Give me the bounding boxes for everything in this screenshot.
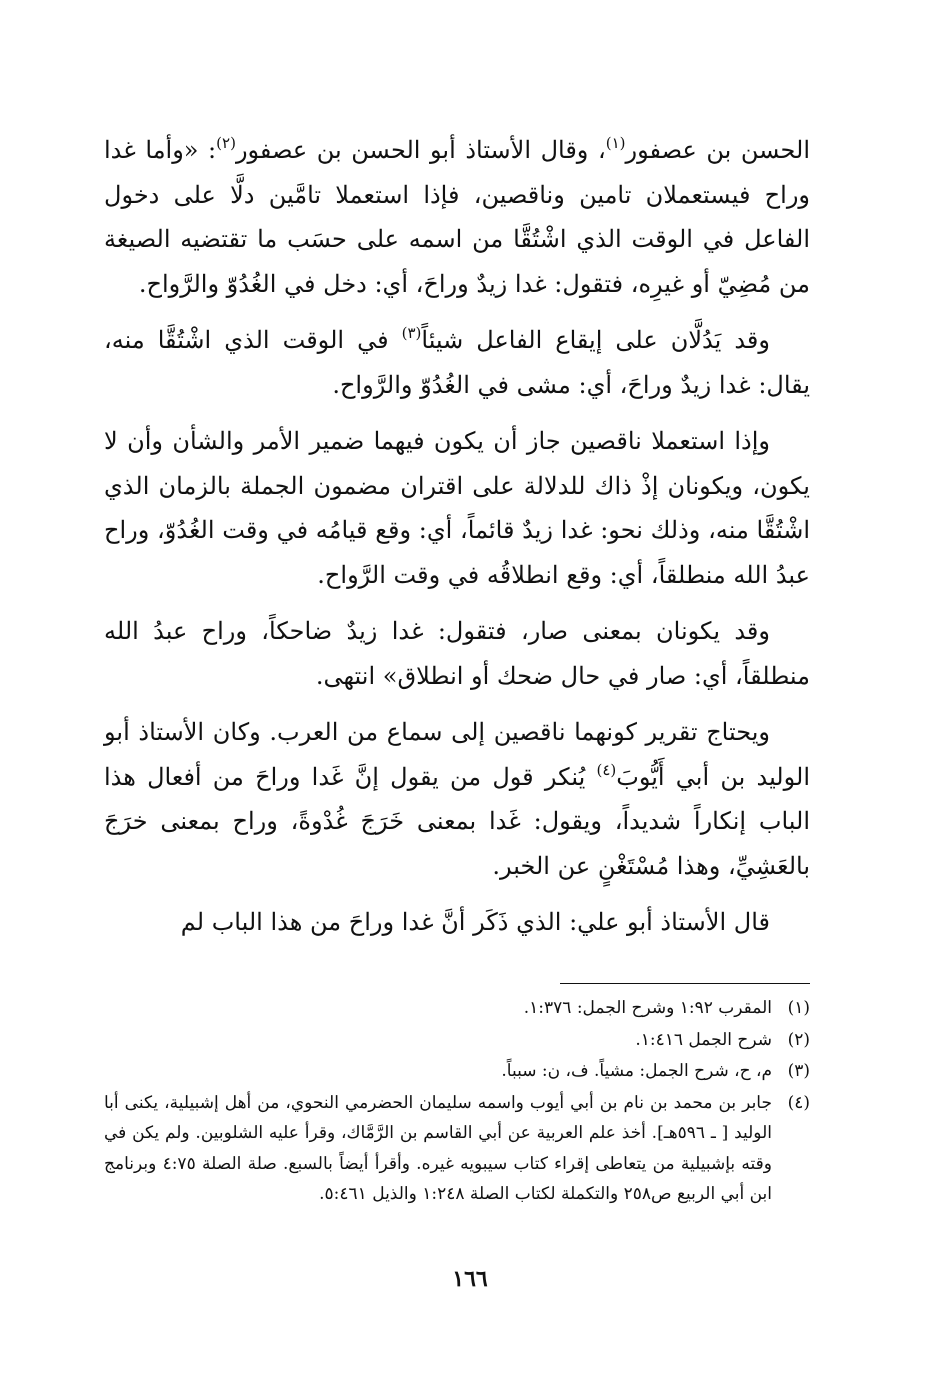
footnote-number: (٣) <box>787 1061 810 1081</box>
footnote-item <box>104 1025 810 1056</box>
footnote-text: المقرب ١:٩٢ وشرح الجمل: ١:٣٧٦. <box>523 998 772 1018</box>
footnote-number: (٢) <box>787 1029 810 1050</box>
footnote-text: شرح الجمل ١:٤١٦. <box>635 1029 772 1050</box>
paragraph-4: وقد يكونان بمعنى صار، فتقول: غدا زيدٌ ضاحكاً، وراح عبدُ الله منطلقاً، أي: صار في حال ضحك أو انطلاق» انتهى. <box>104 617 810 690</box>
paragraph-2-part-a: وقد يَدُلَّان على إيقاع الفاعل شيئاً <box>421 326 770 354</box>
footnote-text: م، ح، شرح الجمل: مشياً. ف، ن: سبباً. <box>501 1061 772 1081</box>
footnote-item <box>104 993 810 1024</box>
main-text <box>104 128 810 957</box>
footnote-ref-4[interactable]: (٤) <box>596 760 617 779</box>
footnote-number: (٤) <box>787 1092 810 1113</box>
footnotes <box>104 993 810 1211</box>
footnote-ref-1[interactable]: (١) <box>605 134 626 152</box>
footnote-separator <box>560 983 810 984</box>
paragraph-5 <box>104 710 810 888</box>
paragraph-6: قال الأستاذ أبو علي: الذي ذَكَر أنَّ غدا وراحَ من هذا الباب لم <box>180 908 770 936</box>
footnote-item <box>104 1088 810 1210</box>
paragraph-1-part-a: الحسن بن عصفور <box>625 136 810 164</box>
paragraph-5-part-a: ويحتاج تقرير كونهما ناقصين إلى سماع من العرب. وكان الأستاذ أبو الوليد بن أبي أَيُّوبَ <box>104 718 810 791</box>
paragraph-1-part-b: ، وقال الأستاذ أبو الحسن بن عصفور <box>235 136 606 164</box>
footnote-ref-2[interactable]: (٢) <box>216 134 236 152</box>
footnote-item <box>104 1056 810 1087</box>
paragraph-1 <box>104 128 810 306</box>
footnote-number: (١) <box>787 998 810 1018</box>
paragraph-2-part-b: في الوقت الذي اشْتُقَّا منه، يقال: غدا زيدٌ وراحَ، أي: مشى في الغُدُوّ والرَّواح. <box>104 326 810 399</box>
paragraph-3: وإذا استعملا ناقصين جاز أن يكون فيهما ضمير الأمر والشأن وأن لا يكون، ويكونان إذْ ذاك للدلالة على اقتران مضمون الجملة بالزمان الذي اشْتُقَّا منه، وذلك نحو: غدا زيدٌ قائماً، أي: وقع قيامُه في وقت الغُدُوّ، وراح عبدُ الله منطلقاً، أي: وقع انطلاقُه في وقت الرَّواح. <box>104 427 810 589</box>
page-number: ١٦٦ <box>452 1266 488 1292</box>
footnote-ref-3[interactable]: (٣) <box>401 324 422 342</box>
paragraph-1-part-c: : «وأما غدا وراح فيستعملان تامين وناقصين، فإذا استعملا تامَّين دلَّا على دخول الفاعل في الوقت الذي اشْتُقَّا من اسمه على حسَب ما تقتضيه الصيغة من مُضِيّ أو غيرِه، فتقول: غدا زيدٌ وراحَ، أي: دخل في الغُدُوّ والرَّواح. <box>104 136 810 298</box>
paragraph-5-part-b: يُنكر قول من يقول إنَّ غَدا وراحَ من أفعال هذا الباب إنكاراً شديداً، ويقول: غَدا بمعنى خَرَجَ غُدْوةً، وراح بمعنى خرَجَ بالعَشِيِّ، وهذا مُسْتَغْنٍ عن الخبر. <box>104 762 810 880</box>
footnote-text: جابر بن محمد بن نام بن أبي أيوب واسمه سليمان الحضرمي النحوي، من أهل إشبيلية، يكنى أبا الوليد [ ـ ٥٩٦هـ]. أخذ علم العربية عن أبي القاسم بن الرَّمَّاك، وقرأ عليه الشلوبين. ولم يكن في وقته بإشبيلية من يتعاطى إقراء كتاب سيبويه غيره. وأقرأ أيضاً بالسبع. صلة الصلة ٤:٧٥ وبرنامج ابن أبي الربيع ص٢٥٨ والتكملة لكتاب الصلة ١:٢٤٨ والذيل ٥:٤٦١. <box>104 1092 773 1204</box>
paragraph-2 <box>104 318 810 407</box>
